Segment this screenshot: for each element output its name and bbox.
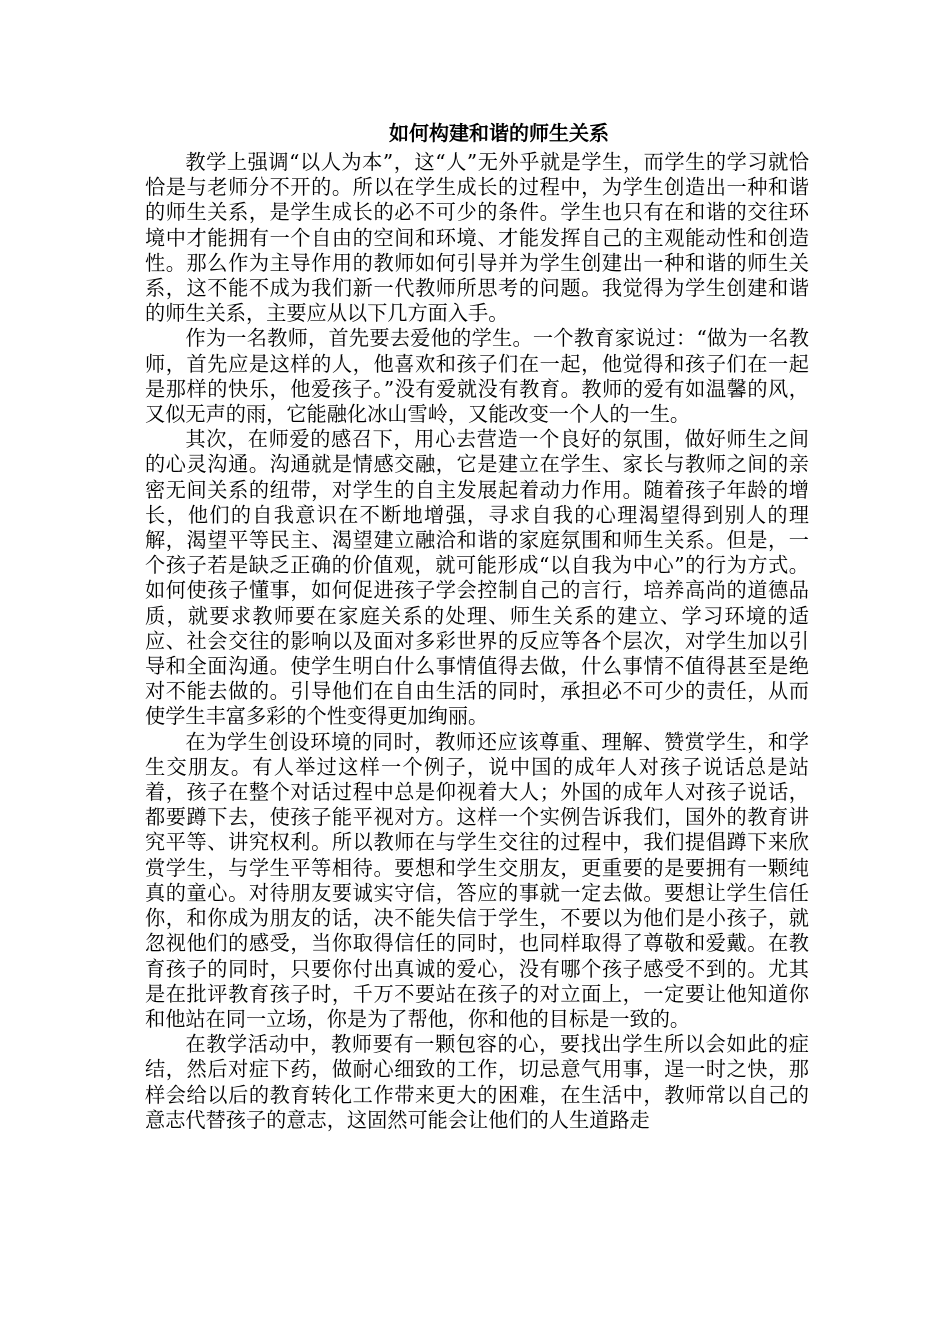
- paragraph-2: 作为一名教师，首先要去爱他的学生。一个教育家说过：“做为一名教师，首先应是这样的人，他喜欢和孩子们在一起，他觉得和孩子们在一起是那样的快乐，他爱孩子。”没有爱就没有教育。教师的爱有如温馨的风，又似无声的雨，它能融化冰山雪岭，又能改变一个人的一生。: [145, 326, 809, 427]
- document-title: 如何构建和谐的师生关系: [389, 121, 609, 145]
- paragraph-1: 教学上强调“以人为本”，这“人”无外乎就是学生，而学生的学习就恰恰是与老师分不开的。所以在学生成长的过程中，为学生创造出一种和谐的师生关系，是学生成长的必不可少的条件。学生也只有在和谐的交往环境中才能拥有一个自由的空间和环境、才能发挥自己的主观能动性和创造性。那么作为主导作用的教师如何引导并为学生创建出一种和谐的师生关系，这不能不成为我们新一代教师所思考的问题。我觉得为学生创建和谐的师生关系，主要应从以下几方面入手。: [145, 150, 809, 326]
- paragraph-3: 其次，在师爱的感召下，用心去营造一个良好的氛围，做好师生之间的心灵沟通。沟通就是情感交融，它是建立在学生、家长与教师之间的亲密无间关系的纽带，对学生的自主发展起着动力作用。随着孩子年龄的增长，他们的自我意识在不断地增强，寻求自我的心理渴望得到别人的理解，渴望平等民主、渴望建立融洽和谐的家庭氛围和师生关系。但是，一个孩子若是缺乏正确的价值观，就可能形成“以自我为中心”的行为方式。如何使孩子懂事，如何促进孩子学会控制自己的言行，培养高尚的道德品质，就要求教师要在家庭关系的处理、师生关系的建立、学习环境的适应、社会交往的影响以及面对多彩世界的反应等各个层次，对学生加以引导和全面沟通。使学生明白什么事情值得去做，什么事情不值得甚至是绝对不能去做的。引导他们在自由生活的同时，承担必不可少的责任，从而使学生丰富多彩的个性变得更加绚丽。: [145, 427, 809, 729]
- document-page: [145, 120, 809, 1133]
- paragraph-4: 在为学生创设环境的同时，教师还应该尊重、理解、赞赏学生，和学生交朋友。有人举过这样一个例子，说中国的成年人对孩子说话总是站着，孩子在整个对话过程中总是仰视着大人；外国的成年人对孩子说话，都要蹲下去，使孩子能平视对方。这样一个实例告诉我们，国外的教育讲究平等、讲究权利。所以教师在与学生交往的过程中，我们提倡蹲下来欣赏学生，与学生平等相待。要想和学生交朋友，更重要的是要拥有一颗纯真的童心。对待朋友要诚实守信，答应的事就一定去做。要想让学生信任你，和你成为朋友的话，决不能失信于学生，不要以为他们是小孩子，就忽视他们的感受，当你取得信任的同时，也同样取得了尊敬和爱戴。在教育孩子的同时，只要你付出真诚的爱心，没有哪个孩子感受不到的。尤其是在批评教育孩子时，千万不要站在孩子的对立面上，一定要让他知道你和他站在同一立场，你是为了帮他，你和他的目标是一致的。: [145, 729, 809, 1031]
- paragraph-5: 在教学活动中，教师要有一颗包容的心，要找出学生所以会如此的症结，然后对症下药，做耐心细致的工作，切忌意气用事，逞一时之快，那样会给以后的教育转化工作带来更大的困难，在生活中，教师常以自己的意志代替孩子的意志，这固然可能会让他们的人生道路走: [145, 1032, 809, 1132]
